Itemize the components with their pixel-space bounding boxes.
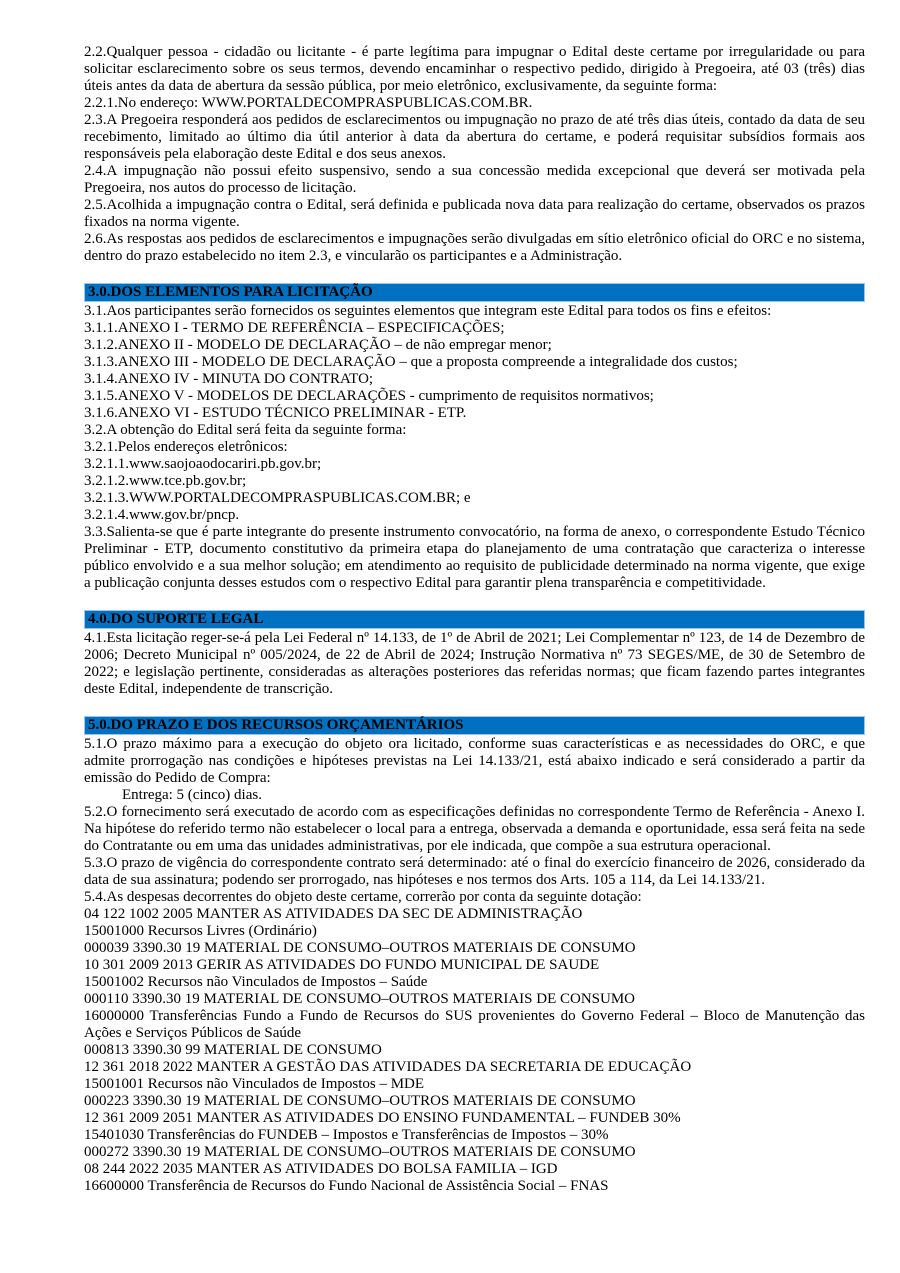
clause-2-6: 2.6.As respostas aos pedidos de esclarecimentos e impugnações serão divulgadas em sítio eletrônico oficial do ORC e no sistema, dentro do prazo estabelecido no item 2.3, e vincularão os participantes e a Administração. [84,231,865,264]
clause-5-3: 5.3.O prazo de vigência do correspondente contrato será determinado: até o final do exercício financeiro de 2026, considerado da data de sua assinatura; podendo ser prorrogado, nas hipóteses e nos termos dos Arts. 105 a 114, da Lei 14.133/21. [84,855,865,888]
clause-3-2-1-3: 3.2.1.3.WWW.PORTALDECOMPRASPUBLICAS.COM.BR; e [84,490,471,506]
delivery-term-line: Entrega: 5 (cinco) dias. [122,787,262,803]
section-heading-4-0: 4.0.DO SUPORTE LEGAL [84,610,865,629]
clause-3-2-1: 3.2.1.Pelos endereços eletrônicos: [84,439,288,455]
budget-line: 15001001 Recursos não Vinculados de Impostos – MDE [84,1076,425,1092]
budget-line: 000110 3390.30 19 MATERIAL DE CONSUMO–OUTROS MATERIAIS DE CONSUMO [84,991,635,1007]
budget-line: 08 244 2022 2035 MANTER AS ATIVIDADES DO BOLSA FAMILIA – IGD [84,1161,558,1177]
clause-3-1-2: 3.1.2.ANEXO II - MODELO DE DECLARAÇÃO – de não empregar menor; [84,337,552,353]
clause-3-1-6: 3.1.6.ANEXO VI - ESTUDO TÉCNICO PRELIMINAR - ETP. [84,405,467,421]
clause-5-4: 5.4.As despesas decorrentes do objeto deste certame, correrão por conta da seguinte dotação: [84,889,642,905]
budget-line: 000813 3390.30 99 MATERIAL DE CONSUMO [84,1042,382,1058]
budget-line: 000272 3390.30 19 MATERIAL DE CONSUMO–OUTROS MATERIAIS DE CONSUMO [84,1144,636,1160]
clause-3-2-1-2: 3.2.1.2.www.tce.pb.gov.br; [84,473,247,489]
section-heading-5-0: 5.0.DO PRAZO E DOS RECURSOS ORÇAMENTÁRIOS [84,716,865,735]
clause-5-1: 5.1.O prazo máximo para a execução do objeto ora licitado, conforme suas características e as necessidades do ORC, e que admite prorrogação nas condições e hipóteses previstas na Lei 14.133/21, está abaixo indicado e será considerado a partir da emissão do Pedido de Compra: [84,736,865,786]
budget-line: 000223 3390.30 19 MATERIAL DE CONSUMO–OUTROS MATERIAIS DE CONSUMO [84,1093,636,1109]
clause-5-2: 5.2.O fornecimento será executado de acordo com as especificações definidas no correspondente Termo de Referência - Anexo I. Na hipótese do referido termo não estabelecer o local para a entrega, observada a demanda e oportunidade, essa será feita na sede do Contratante ou em uma das unidades administrativas, por ele indicada, que compõe a sua estrutura operacional. [84,804,865,854]
clause-3-1: 3.1.Aos participantes serão fornecidos os seguintes elementos que integram este Edital para todos os fins e efeitos: [84,303,772,319]
clause-2-2-1: 2.2.1.No endereço: WWW.PORTALDECOMPRASPUBLICAS.COM.BR. [84,95,533,111]
budget-line: 12 361 2009 2051 MANTER AS ATIVIDADES DO ENSINO FUNDAMENTAL – FUNDEB 30% [84,1110,681,1126]
clause-4-1: 4.1.Esta licitação reger-se-á pela Lei Federal nº 14.133, de 1º de Abril de 2021; Lei Complementar nº 123, de 14 de Dezembro de 2006; Decreto Municipal nº 005/2024, de 22 de Abril de 2024; Instrução Normativa nº 73 SEGES/ME, de 30 de Setembro de 2022; e legislação pertinente, consideradas as alterações posteriores das referidas normas; que ficam fazendo partes integrantes deste Edital, independente de transcrição. [84,630,865,697]
budget-line: 15001000 Recursos Livres (Ordinário) [84,923,317,939]
clause-3-2: 3.2.A obtenção do Edital será feita da seguinte forma: [84,422,407,438]
clause-3-2-1-4: 3.2.1.4.www.gov.br/pncp. [84,507,240,523]
clause-3-1-4: 3.1.4.ANEXO IV - MINUTA DO CONTRATO; [84,371,374,387]
clause-2-4: 2.4.A impugnação não possui efeito suspensivo, sendo a sua concessão medida excepcional que deverá ser motivada pela Pregoeira, nos autos do processo de licitação. [84,163,865,196]
clause-3-3: 3.3.Salienta-se que é parte integrante do presente instrumento convocatório, na forma de anexo, o correspondente Estudo Técnico Preliminar - ETP, documento constitutivo da primeira etapa do planejamento de uma contratação que caracteriza o interesse público envolvido e a sua melhor solução; em atendimento ao requisito de publicidade determinado na norma vigente, que exige a publicação conjunta desses estudos com o respectivo Edital para garantir plena transparência e competitividade. [84,524,865,591]
clause-3-1-5: 3.1.5.ANEXO V - MODELOS DE DECLARAÇÕES - cumprimento de requisitos normativos; [84,388,654,404]
budget-line: 12 361 2018 2022 MANTER A GESTÃO DAS ATIVIDADES DA SECRETARIA DE EDUCAÇÃO [84,1059,692,1075]
clause-3-2-1-1: 3.2.1.1.www.saojoaodocariri.pb.gov.br; [84,456,322,472]
budget-line: 04 122 1002 2005 MANTER AS ATIVIDADES DA SEC DE ADMINISTRAÇÃO [84,906,583,922]
clause-3-1-3: 3.1.3.ANEXO III - MODELO DE DECLARAÇÃO – que a proposta compreende a integralidade dos custos; [84,354,738,370]
budget-line: 15401030 Transferências do FUNDEB – Impostos e Transferências de Impostos – 30% [84,1127,609,1143]
budget-line: 15001002 Recursos não Vinculados de Impostos – Saúde [84,974,428,990]
section-heading-3-0: 3.0.DOS ELEMENTOS PARA LICITAÇÃO [84,283,865,302]
clause-2-5: 2.5.Acolhida a impugnação contra o Edital, será definida e publicada nova data para realização do certame, observados os prazos fixados na norma vigente. [84,197,865,230]
budget-line: 10 301 2009 2013 GERIR AS ATIVIDADES DO FUNDO MUNICIPAL DE SAUDE [84,957,600,973]
clause-2-3: 2.3.A Pregoeira responderá aos pedidos de esclarecimentos ou impugnação no prazo de até três dias úteis, contado da data de seu recebimento, limitado ao último dia útil anterior à data da abertura do certame, e poderá requisitar subsídios formais aos responsáveis pela elaboração deste Edital e dos seus anexos. [84,112,865,162]
budget-line: 000039 3390.30 19 MATERIAL DE CONSUMO–OUTROS MATERIAIS DE CONSUMO [84,940,636,956]
budget-line: 16600000 Transferência de Recursos do Fundo Nacional de Assistência Social – FNAS [84,1178,609,1194]
budget-line: 16000000 Transferências Fundo a Fundo de Recursos do SUS provenientes do Governo Federal – Bloco de Manutenção das Ações e Serviços Públicos de Saúde [84,1008,865,1041]
clause-3-1-1: 3.1.1.ANEXO I - TERMO DE REFERÊNCIA – ESPECIFICAÇÕES; [84,320,505,336]
clause-2-2: 2.2.Qualquer pessoa - cidadão ou licitante - é parte legítima para impugnar o Edital deste certame por irregularidade ou para solicitar esclarecimento sobre os seus termos, devendo encaminhar o respectivo pedido, dirigido à Pregoeira, até 03 (três) dias úteis antes da data de abertura da sessão pública, por meio eletrônico, exclusivamente, da seguinte forma: [84,44,865,94]
